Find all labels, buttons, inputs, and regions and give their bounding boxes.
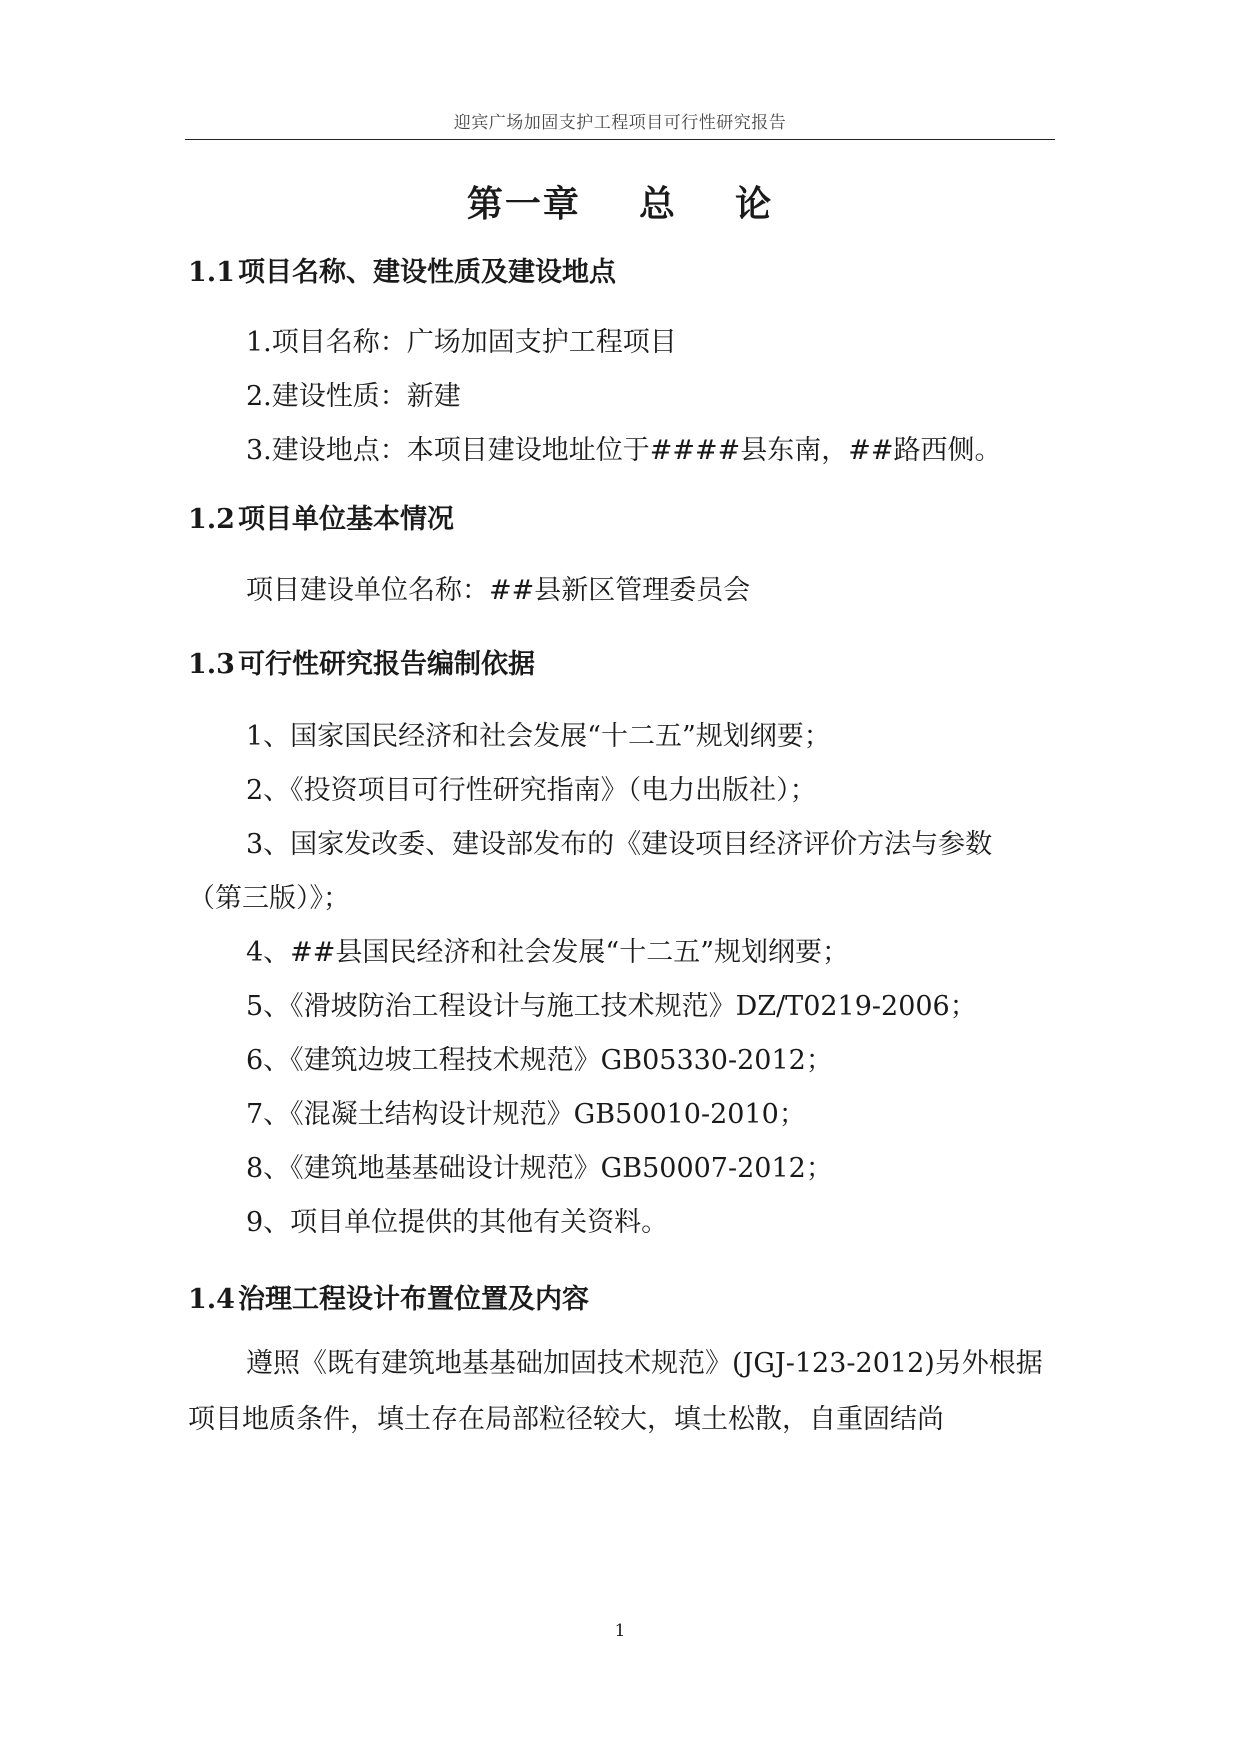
section-heading-1-1 [188,250,616,289]
chapter-title: 第一章 总 论 [466,183,774,225]
header-divider [185,139,1055,140]
section-heading-1-2 [188,497,454,536]
project-name-line: 1.项目名称：广场加固支护工程项目 [246,327,677,358]
design-paragraph: 遵照《既有建筑地基基础加固技术规范》(JGJ-123-2012)另外根据项目地质条件，填土存在局部粒径较大，填土松散，自重固结尚 [188,1348,1043,1435]
section-number: 1.1 [188,257,235,288]
section-heading-1-4 [188,1277,589,1316]
basis-item-2: 2、《投资项目可行性研究指南》（电力出版社）； [246,775,817,806]
basis-item-4: 4、##县国民经济和社会发展“十二五”规划纲要； [246,937,850,968]
section-title: 可行性研究报告编制依据 [238,649,535,680]
basis-item-9: 9、项目单位提供的其他有关资料。 [246,1207,669,1238]
section-number: 1.3 [188,649,235,680]
section-title: 治理工程设计布置位置及内容 [238,1284,589,1315]
section-number: 1.4 [188,1284,235,1315]
basis-item-3-continued: （第三版）》； [188,883,350,914]
basis-item-5: 5、《滑坡防治工程设计与施工技术规范》DZ/T0219-2006； [246,991,977,1022]
running-header: 迎宾广场加固支护工程项目可行性研究报告 [453,113,787,133]
basis-item-6: 6、《建筑边坡工程技术规范》GB05330-2012； [246,1045,833,1076]
section-title: 项目名称、建设性质及建设地点 [238,257,616,288]
project-location-line: 3.建设地点：本项目建设地址位于####县东南，##路西侧。 [246,435,1002,466]
basis-item-1: 1、国家国民经济和社会发展“十二五”规划纲要； [246,721,831,752]
section-number: 1.2 [188,504,235,535]
basis-item-3: 3、国家发改委、建设部发布的《建设项目经济评价方法与参数 [246,829,993,860]
page-number: 1 [614,1621,626,1641]
section-title: 项目单位基本情况 [238,504,454,535]
basis-item-8: 8、《建筑地基基础设计规范》GB50007-2012； [246,1153,833,1184]
project-nature-line: 2.建设性质：新建 [246,381,461,412]
builder-unit-line: 项目建设单位名称：##县新区管理委员会 [246,575,751,606]
section-heading-1-3 [188,642,535,681]
basis-item-7: 7、《混凝土结构设计规范》GB50010-2010； [246,1099,806,1130]
